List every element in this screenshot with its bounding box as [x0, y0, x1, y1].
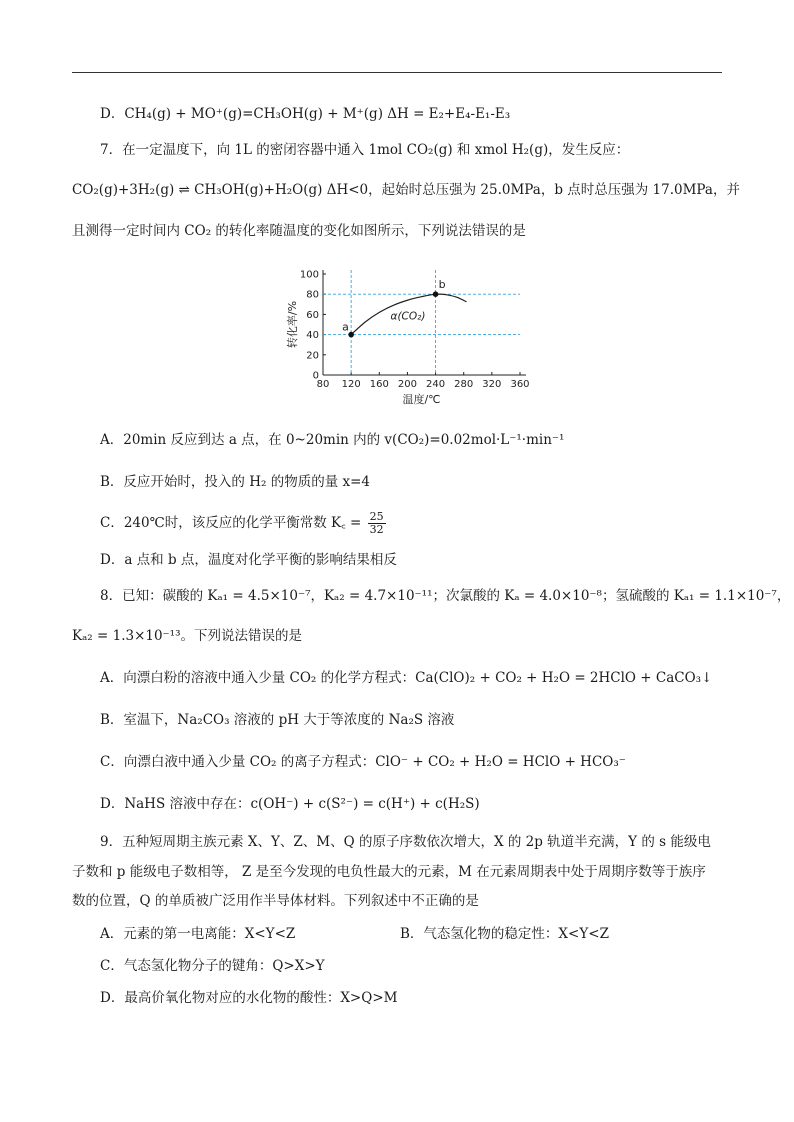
- q7-option-c-text: C．240℃时，该反应的化学平衡常数 K꜀ =: [100, 515, 362, 531]
- q7-option-c: [100, 511, 760, 536]
- q7-option-a: A．20min 反应到达 a 点，在 0~20min 内的 v(CO₂)=0.02mol·L⁻¹·min⁻¹: [100, 432, 565, 448]
- q8-option-d: D．NaHS 溶液中存在：c(OH⁻) + c(S²⁻) = c(H⁺) + c(H₂S): [100, 796, 480, 812]
- fraction-numerator: 25: [369, 510, 384, 523]
- fraction-denominator: 32: [369, 523, 384, 536]
- y-tick-label: 0: [312, 370, 319, 382]
- x-tick-label: 360: [510, 379, 530, 390]
- y-tick-label: 60: [306, 309, 319, 321]
- q9-option-d: D．最高价氧化物对应的水化物的酸性：X>Q>M: [100, 990, 398, 1006]
- data-point-label-a: a: [342, 320, 349, 334]
- x-tick-label: 120: [341, 379, 361, 390]
- x-tick-label: 160: [369, 379, 389, 390]
- header-rule: [72, 72, 722, 73]
- q8-stem-line2: Kₐ₂ = 1.3×10⁻¹³。下列说法错误的是: [72, 628, 303, 644]
- q9-option-b: B．气态氢化物的稳定性：X<Y<Z: [400, 926, 609, 942]
- q9-stem-line1: 9．五种短周期主族元素 X、Y、Z、M、Q 的原子序数依次增大，X 的 2p 轨道半充满，Y 的 s 能级电: [100, 834, 711, 850]
- q7-stem-line2: CO₂(g)+3H₂(g) ⇌ CH₃OH(g)+H₂O(g) ΔH<0，起始时总压强为 25.0MPa，b 点时总压强为 17.0MPa，并: [72, 182, 740, 198]
- x-axis-label: 温度/℃: [402, 393, 441, 406]
- x-tick-label: 320: [482, 379, 502, 390]
- y-tick-label: 40: [306, 330, 319, 342]
- data-point-label-b: b: [438, 278, 446, 292]
- q8-option-a: A．向漂白粉的溶液中通入少量 CO₂ 的化学方程式：Ca(ClO)₂ + CO₂ + H₂O = 2HClO + CaCO₃↓: [100, 670, 713, 686]
- q9-option-c: C．气态氢化物分子的键角：Q>X>Y: [100, 958, 325, 974]
- q8-option-c: C．向漂白液中通入少量 CO₂ 的离子方程式：ClO⁻ + CO₂ + H₂O = HClO + HCO₃⁻: [100, 754, 626, 770]
- x-tick-label: 240: [426, 379, 446, 390]
- q9-stem-line2: 子数和 p 能级电子数相等， Z 是至今发现的电负性最大的元素，M 在元素周期表中处于周期序数等于族序: [72, 864, 706, 880]
- y-axis-label: 转化率/%: [286, 300, 299, 349]
- q8-option-b: B．室温下，Na₂CO₃ 溶液的 pH 大于等浓度的 Na₂S 溶液: [100, 712, 455, 728]
- equilibrium-constant-fraction: [368, 511, 386, 536]
- data-point-a: [348, 332, 354, 338]
- curve-label: α(CO₂): [390, 310, 426, 323]
- data-point-b: [433, 291, 439, 297]
- q6-option-d: D．CH₄(g) + MO⁺(g)=CH₃OH(g) + M⁺(g) ΔH = E₂+E₄-E₁-E₃: [100, 106, 511, 122]
- q7-option-b: B．反应开始时，投入的 H₂ 的物质的量 x=4: [100, 474, 370, 490]
- q8-stem-line1: 8．已知：碳酸的 Kₐ₁ = 4.5×10⁻⁷，Kₐ₂ = 4.7×10⁻¹¹；次氯酸的 Kₐ = 4.0×10⁻⁸；氢硫酸的 Kₐ₁ = 1.1×10⁻⁷，: [100, 588, 791, 604]
- x-tick-label: 200: [397, 379, 417, 390]
- x-tick-label: 280: [454, 379, 474, 390]
- q9-stem-line3: 数的位置，Q 的单质被广泛用作半导体材料。下列叙述中不正确的是: [72, 893, 479, 909]
- y-tick-label: 100: [299, 269, 319, 281]
- y-tick-label: 80: [306, 289, 319, 301]
- conversion-vs-temperature-chart: [280, 262, 540, 412]
- q7-stem-line3: 且测得一定时间内 CO₂ 的转化率随温度的变化如图所示，下列说法错误的是: [72, 223, 526, 239]
- q7-option-d: D．a 点和 b 点，温度对化学平衡的影响结果相反: [100, 552, 397, 568]
- y-tick-label: 20: [306, 350, 319, 362]
- q9-option-a: A．元素的第一电离能：X<Y<Z: [100, 926, 296, 942]
- q7-stem-line1: 7．在一定温度下，向 1L 的密闭容器中通入 1mol CO₂(g) 和 xmol H₂(g)，发生反应：: [100, 142, 630, 158]
- x-tick-label: 80: [316, 379, 330, 390]
